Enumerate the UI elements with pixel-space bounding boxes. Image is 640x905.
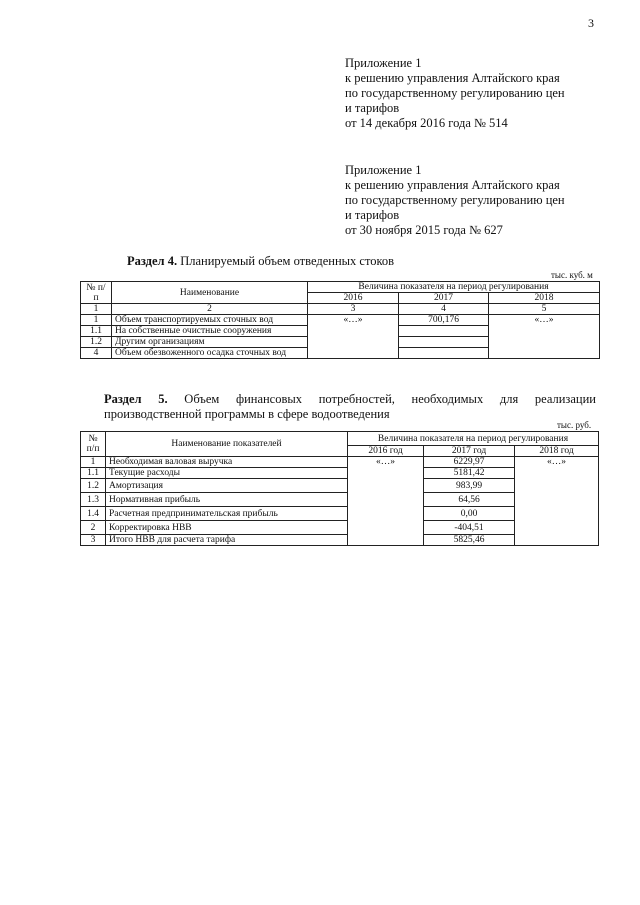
value-2017: 5181,42 [424,468,515,479]
section5-title-number: Раздел 5. [104,392,168,406]
header-period: Величина показателя на период регулирования [308,282,600,293]
section4-title [127,254,394,269]
appendix-line: к решению управления Алтайского края [345,178,560,192]
row-num: 1.2 [81,479,106,493]
value-2018: «…» [489,315,600,359]
row-name: Необходимая валовая выручка [106,457,348,468]
header-year: 2016 [308,293,399,304]
row-name: На собственные очистные сооружения [112,326,308,337]
appendix-current [345,56,565,131]
appendix-line: Приложение 1 [345,163,422,177]
row-num: 1 [81,315,112,326]
section5-title-text: Объем финансовых потребностей, необходимых для реализации производственной программы в сфере водоотведения [104,392,596,421]
appendix-line: к решению управления Алтайского края [345,71,560,85]
column-number: 2 [112,304,308,315]
appendix-line: и тарифов [345,101,400,115]
appendix-line: и тарифов [345,208,400,222]
table-row [81,457,599,468]
value-2017: 5825,46 [424,535,515,546]
value-2017: 0,00 [424,507,515,521]
header-period: Величина показателя на период регулирования [348,432,599,446]
row-name: Итого НВВ для расчета тарифа [106,535,348,546]
table-row [81,315,600,326]
value-2016: «…» [348,457,424,546]
value-2017 [399,326,489,337]
row-num: 1.2 [81,337,112,348]
row-name: Корректировка НВВ [106,521,348,535]
value-2017: -404,51 [424,521,515,535]
appendix-line: от 30 ноября 2015 года № 627 [345,223,503,237]
row-name: Амортизация [106,479,348,493]
section4-units: тыс. куб. м [551,270,593,280]
row-name: Объем обезвоженного осадка сточных вод [112,348,308,359]
row-num: 1.1 [81,468,106,479]
row-num: 1.1 [81,326,112,337]
row-num: 1.4 [81,507,106,521]
section5-title [104,392,596,422]
header-year: 2018 год [515,446,599,457]
value-2017 [399,337,489,348]
section4-title-text: Планируемый объем отведенных стоков [177,254,395,268]
appendix-line: по государственному регулированию цен [345,86,565,100]
header-year: 2017 [399,293,489,304]
row-name: Другим организациям [112,337,308,348]
column-number: 4 [399,304,489,315]
section5-units: тыс. руб. [557,420,592,430]
row-num: 2 [81,521,106,535]
header-name: Наименование показателей [106,432,348,457]
header-num: № п/п [81,282,112,304]
row-name: Объем транспортируемых сточных вод [112,315,308,326]
row-name: Нормативная прибыль [106,493,348,507]
header-year: 2016 год [348,446,424,457]
column-number: 5 [489,304,600,315]
section4-table [80,281,600,359]
header-year: 2018 [489,293,600,304]
header-name: Наименование [112,282,308,304]
column-number: 1 [81,304,112,315]
value-2017 [399,348,489,359]
value-2017: 983,99 [424,479,515,493]
row-num: 1.3 [81,493,106,507]
value-2017: 6229,97 [424,457,515,468]
appendix-line: по государственному регулированию цен [345,193,565,207]
row-num: 4 [81,348,112,359]
row-name: Расчетная предпринимательская прибыль [106,507,348,521]
value-2018: «…» [515,457,599,546]
appendix-line: от 14 декабря 2016 года № 514 [345,116,508,130]
header-num: № п/п [81,432,106,457]
row-name: Текущие расходы [106,468,348,479]
row-num: 3 [81,535,106,546]
section4-title-number: Раздел 4. [127,254,178,268]
header-year: 2017 год [424,446,515,457]
value-2017: 64,56 [424,493,515,507]
appendix-line: Приложение 1 [345,56,422,70]
appendix-previous [345,163,565,238]
value-2016: «…» [308,315,399,359]
row-num: 1 [81,457,106,468]
value-2017: 700,176 [399,315,489,326]
section5-table [80,431,599,546]
page-number: 3 [588,16,594,30]
column-number: 3 [308,304,399,315]
